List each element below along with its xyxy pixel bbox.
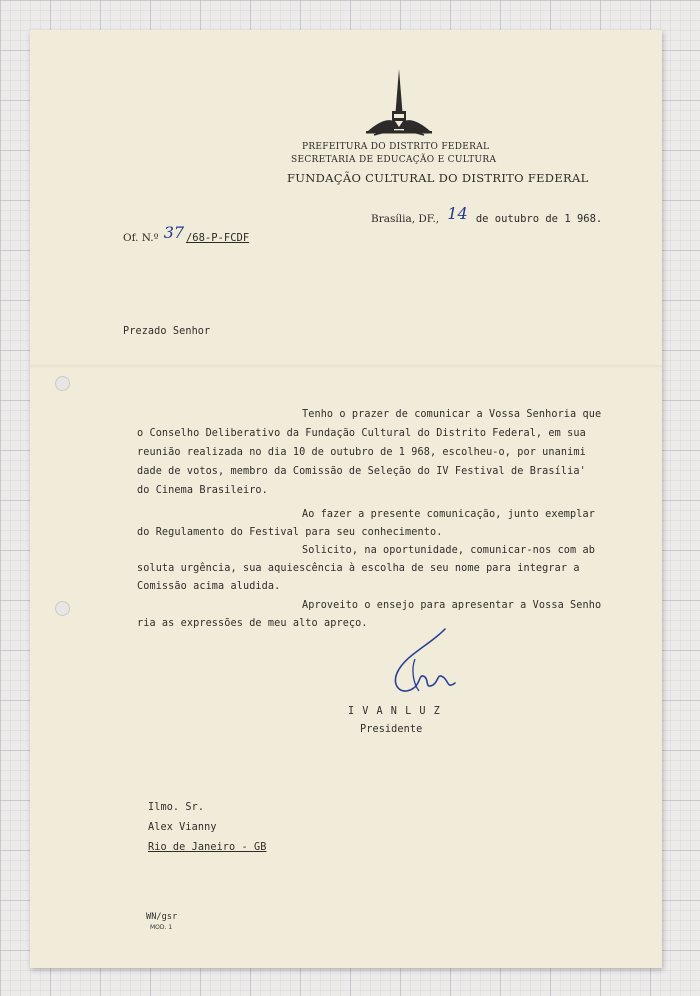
letterhead-line-3: FUNDAÇÃO CULTURAL DO DISTRITO FEDERAL	[287, 171, 589, 185]
body-line-3: reunião realizada no dia 10 de outubro de 1 968, escolheu-o, por unanimi	[137, 447, 586, 458]
body-line-4: dade de votos, membro da Comissão de Seleção do IV Festival de Brasília'	[137, 466, 586, 477]
body-line-8: Solicito, na oportunidade, comunicar-nos com ab	[302, 545, 595, 556]
body-line-7: do Regulamento do Festival para seu conhecimento.	[137, 527, 443, 538]
brasilia-emblem-icon	[364, 67, 434, 141]
signatory-name: I V A N L U Z	[348, 706, 441, 717]
reference-line	[123, 223, 250, 245]
signature-icon	[385, 625, 460, 703]
punch-hole-top	[55, 376, 70, 391]
body-line-6: Ao fazer a presente comunicação, junto exemplar	[302, 509, 595, 520]
body-line-2: o Conselho Deliberativo da Fundação Cultural do Distrito Federal, em sua	[137, 428, 586, 439]
date-rest: de outubro de 1 968.	[475, 213, 603, 225]
date-place: Brasília, DF.,	[371, 213, 440, 225]
date-day-handwritten: 14	[447, 204, 468, 223]
reference-suffix: /68-P-FCDF	[185, 232, 250, 244]
recipient-line-3: Rio de Janeiro - GB	[148, 842, 267, 853]
typist-initials: WN/gsr	[146, 912, 178, 922]
reference-number-handwritten: 37	[163, 223, 185, 242]
body-line-9: soluta urgência, sua aquiescência à escolha de seu nome para integrar a	[137, 563, 580, 574]
date-line	[371, 204, 603, 226]
recipient-line-2: Alex Vianny	[148, 822, 217, 833]
paper-fold	[30, 365, 662, 369]
letter-paper	[30, 30, 662, 968]
salutation: Prezado Senhor	[123, 326, 211, 337]
body-line-12: ria as expressões de meu alto apreço.	[137, 618, 368, 629]
recipient-line-1: Ilmo. Sr.	[148, 802, 205, 813]
body-line-11: Aproveito o ensejo para apresentar a Vossa Senho	[302, 600, 602, 611]
body-line-5: do Cinema Brasileiro.	[137, 485, 268, 496]
reference-prefix: Of. N.º	[123, 232, 159, 244]
letterhead-line-2: SECRETARIA DE EDUCAÇÃO E CULTURA	[291, 155, 497, 165]
body-line-10: Comissão acima aludida.	[137, 581, 281, 592]
body-line-1: Tenho o prazer de comunicar a Vossa Senhoria que	[302, 409, 602, 420]
punch-hole-bottom	[55, 601, 70, 616]
form-model: MOD. 1	[150, 924, 173, 931]
letterhead-line-1: PREFEITURA DO DISTRITO FEDERAL	[302, 142, 490, 152]
signatory-title: Presidente	[360, 724, 423, 735]
